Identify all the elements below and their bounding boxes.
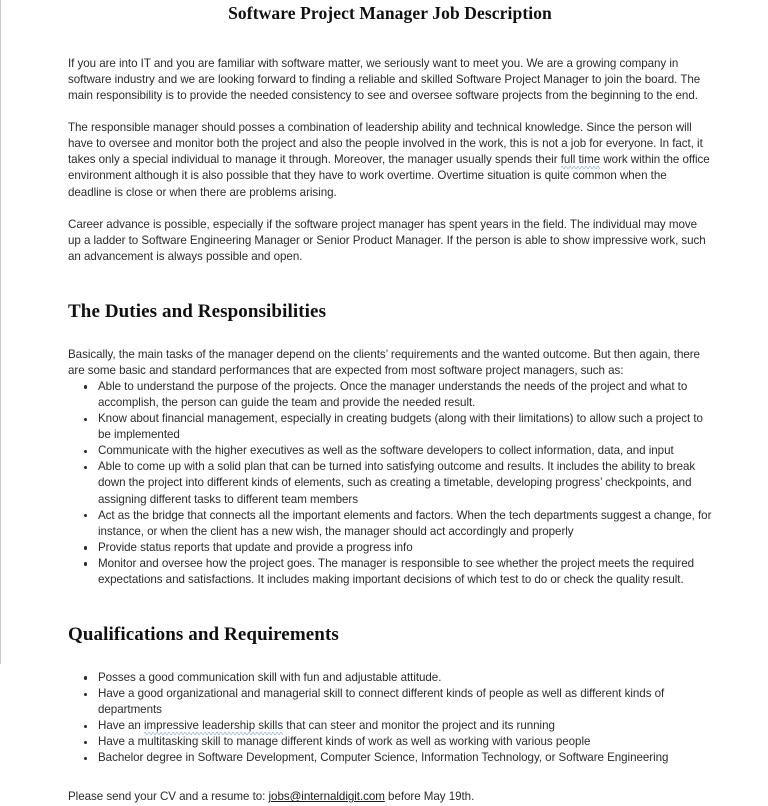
spacer xyxy=(68,265,712,301)
section-heading-duties: The Duties and Responsibilities xyxy=(68,300,327,322)
spacer xyxy=(68,324,712,347)
list-item: Act as the bridge that connects all the important elements and factors. When the tech departments suggest a change, for instance, or when the client has a new wish, the manager should act accordingly and properly xyxy=(68,508,712,540)
page-title: Software Project Manager Job Description xyxy=(228,3,552,23)
list-item xyxy=(68,718,712,734)
spacer xyxy=(68,201,712,217)
document-body xyxy=(68,0,712,806)
spacer xyxy=(68,766,712,789)
closing-prefix: Please send your CV and a resume to: xyxy=(68,790,269,804)
spacer xyxy=(68,588,712,624)
qualification-bullet-suffix: that can steer and monitor the project and its running xyxy=(283,719,555,733)
list-item: Bachelor degree in Software Development, Computer Science, Information Technology, or Software Engineering xyxy=(68,750,712,766)
duties-bullet-list xyxy=(68,379,712,588)
intro-paragraph-1: If you are into IT and you are familiar with software matter, we seriously want to meet you. We are a growing company in software industry and we are looking forward to finding a reliable and skilled Software Project Manager to join the board. The main responsibility is to provide the needed consistency to see and oversee software projects from the beginning to the end. xyxy=(68,56,701,103)
list-item: Monitor and oversee how the project goes. The manager is responsible to see whether the project meets the required expectations and satisfactions. It includes making important decisions of which test to do or check the quality result. xyxy=(68,556,712,588)
section-heading-qualifications: Qualifications and Requirements xyxy=(68,624,339,646)
email-link[interactable]: jobs@internaldigit.com xyxy=(268,790,385,804)
grammar-flagged-phrase-full-time: full time xyxy=(561,153,601,169)
list-item: Know about financial management, especially in creating budgets (along with their limitations) to allow such a project to be implemented xyxy=(68,411,712,443)
duties-intro-paragraph: Basically, the main tasks of the manager depend on the clients’ requirements and the wanted outcome. But then again, there are some basic and standard performances that are expected from most software project managers, such as: xyxy=(68,347,700,377)
list-item: Posses a good communication skill with fun and adjustable attitude. xyxy=(68,670,712,686)
list-item: Have a multitasking skill to manage different kinds of work as well as working with various people xyxy=(68,734,712,750)
qualification-bullet-prefix: Have an xyxy=(98,719,145,733)
intro-paragraph-2 xyxy=(68,120,712,200)
page-left-edge-rule xyxy=(0,0,1,664)
grammar-flagged-phrase-leadership-skills: impressive leadership skills xyxy=(144,719,283,735)
list-item: Have a good organizational and managerial skill to connect different kinds of people as well as different kinds of departments xyxy=(68,686,712,718)
closing-paragraph xyxy=(68,789,712,805)
spacer xyxy=(68,104,712,120)
spacer xyxy=(68,25,712,56)
intro-paragraph-2-head: The responsible manager should posses a combination of leadership ability and technical knowledge. Since the person will have to oversee and monitor both the project and also the people involved in the work, this is not a job for everyone. In fact, it takes only a special individual to manage it through. Moreover, the manager usually spends their xyxy=(68,121,703,167)
list-item: Provide status reports that update and provide a progress info xyxy=(68,540,712,556)
list-item: Communicate with the higher executives as well as the software developers to collect information, data, and input xyxy=(68,443,712,459)
list-item: Able to understand the purpose of the projects. Once the manager understands the needs of the project and what to accomplish, the person can guide the team and provide the needed result. xyxy=(68,379,712,411)
spacer xyxy=(68,647,712,670)
list-item: Able to come up with a solid plan that can be turned into satisfying outcome and results. It includes the ability to break down the project into different kinds of elements, such as creating a timetable, developing progress’ checkpoints, and assigning different tasks to different team members xyxy=(68,459,712,507)
qualifications-bullet-list xyxy=(68,670,712,767)
intro-paragraph-2-tail: work within the office environment although it is also possible that they have to work overtime. Overtime situation is quite common when the deadline is close or when there are problems arising. xyxy=(68,153,710,199)
intro-paragraph-3: Career advance is possible, especially if the software project manager has spent years in the field. The individual may move up a ladder to Software Engineering Manager or Senior Product Manager. If the person is able to show impressive work, such an advancement is always possible and open. xyxy=(68,217,706,263)
closing-suffix: before May 19th. xyxy=(384,790,475,804)
